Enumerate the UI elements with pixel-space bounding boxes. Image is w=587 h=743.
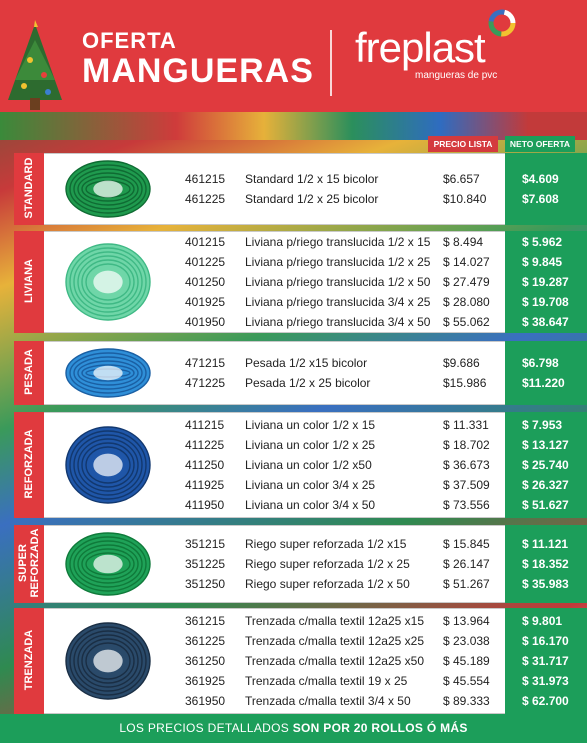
header-divider [330, 30, 332, 96]
list-price: $15.986 [443, 376, 487, 390]
offer-price: $ 19.287 [522, 275, 569, 289]
list-price: $ 13.964 [443, 614, 490, 628]
product-code: 461215 [185, 172, 226, 186]
hose-coil-image [62, 347, 154, 399]
product-description: Standard 1/2 x 15 bicolor [245, 172, 379, 186]
product-description: Liviana un color 1/2 x50 [245, 458, 372, 472]
hose-coil-image [62, 531, 154, 597]
offer-price: $ 5.962 [522, 235, 563, 249]
product-code: 461225 [185, 192, 226, 206]
offer-price: $ 38.647 [522, 315, 569, 329]
list-price: $10.840 [443, 192, 487, 206]
section-label: LIVIANA [23, 259, 35, 303]
product-code: 401215 [185, 235, 226, 249]
offer-price: $ 31.973 [522, 674, 569, 688]
list-price: $ 55.062 [443, 315, 490, 329]
offer-price: $ 31.717 [522, 654, 569, 668]
hose-coil-image [62, 621, 154, 701]
list-price: $6.657 [443, 172, 480, 186]
column-header-neto-oferta: NETO OFERTA [505, 136, 575, 152]
offer-price: $6.798 [522, 356, 559, 370]
product-description: Trenzada c/malla textil 12a25 x15 [245, 614, 424, 628]
product-code: 361925 [185, 674, 226, 688]
list-price: $ 14.027 [443, 255, 490, 269]
product-code: 361250 [185, 654, 226, 668]
product-description: Liviana p/riego translucida 3/4 x 25 [245, 295, 431, 309]
offer-price: $ 9.845 [522, 255, 563, 269]
list-price: $ 26.147 [443, 557, 490, 571]
list-price: $ 51.267 [443, 577, 490, 591]
product-description: Trenzada c/malla textil 3/4 x 50 [245, 694, 411, 708]
product-code: 401250 [185, 275, 226, 289]
offer-price: $ 18.352 [522, 557, 569, 571]
list-price: $ 73.556 [443, 498, 490, 512]
neto-column-bg [505, 153, 587, 225]
section-label: STANDARD [23, 157, 35, 219]
product-code: 361225 [185, 634, 226, 648]
product-code: 471225 [185, 376, 226, 390]
footer-note [0, 714, 587, 743]
list-price: $ 28.080 [443, 295, 490, 309]
column-header-precio-lista: PRECIO LISTA [428, 136, 498, 152]
section-label: REFORZADA [23, 429, 35, 499]
product-code: 401925 [185, 295, 226, 309]
offer-price: $ 51.627 [522, 498, 569, 512]
section-label-line2: REFORZADA [29, 528, 41, 598]
footer-note-part1: LOS PRECIOS DETALLADOS [119, 721, 293, 735]
product-description: Liviana p/riego translucida 1/2 x 25 [245, 255, 431, 269]
product-description: Liviana un color 1/2 x 15 [245, 418, 376, 432]
brand-logo: freplast [355, 24, 485, 71]
hose-coil-image [62, 159, 154, 219]
product-description: Pesada 1/2 x 25 bicolor [245, 376, 371, 390]
section-label-line1: SUPER [17, 544, 29, 582]
product-code: 411250 [185, 458, 225, 472]
offer-price: $ 19.708 [522, 295, 569, 309]
product-description: Liviana un color 3/4 x 50 [245, 498, 376, 512]
offer-price: $4.609 [522, 172, 559, 186]
list-price: $ 89.333 [443, 694, 490, 708]
list-price: $ 37.509 [443, 478, 490, 492]
list-price: $ 23.038 [443, 634, 490, 648]
brand-ring-icon [487, 8, 517, 38]
christmas-tree-icon [0, 20, 70, 112]
product-description: Liviana p/riego translucida 1/2 x 50 [245, 275, 431, 289]
product-code: 351215 [185, 537, 226, 551]
product-description: Trenzada c/malla textil 12a25 x25 [245, 634, 424, 648]
hose-coil-image [62, 242, 154, 322]
mangueras-title: MANGUERAS [82, 52, 314, 90]
product-description: Riego super reforzada 1/2 x 25 [245, 557, 410, 571]
product-description: Trenzada c/malla textil 12a25 x50 [245, 654, 424, 668]
section-label: TRENZADA [23, 629, 35, 691]
product-code: 411215 [185, 418, 225, 432]
list-price: $ 27.479 [443, 275, 490, 289]
list-price: $ 45.189 [443, 654, 490, 668]
product-code: 411950 [185, 498, 225, 512]
product-description: Trenzada c/malla textil 19 x 25 [245, 674, 408, 688]
offer-price: $ 9.801 [522, 614, 563, 628]
list-price: $ 15.845 [443, 537, 490, 551]
offer-price: $11.220 [522, 376, 565, 390]
product-code: 411225 [185, 438, 225, 452]
offer-price: $ 26.327 [522, 478, 569, 492]
offer-price: $ 35.983 [522, 577, 569, 591]
offer-price: $ 62.700 [522, 694, 569, 708]
product-code: 401225 [185, 255, 226, 269]
product-description: Liviana p/riego translucida 1/2 x 15 [245, 235, 431, 249]
list-price: $9.686 [443, 356, 480, 370]
list-price: $ 8.494 [443, 235, 484, 249]
product-code: 361215 [185, 614, 226, 628]
list-price: $ 45.554 [443, 674, 490, 688]
oferta-title: OFERTA [82, 28, 177, 53]
product-description: Riego super reforzada 1/2 x15 [245, 537, 407, 551]
product-description: Liviana p/riego translucida 3/4 x 50 [245, 315, 431, 329]
product-code: 361950 [185, 694, 226, 708]
list-price: $ 18.702 [443, 438, 490, 452]
offer-price: $7.608 [522, 192, 559, 206]
neto-column-bg [505, 341, 587, 405]
product-code: 471215 [185, 356, 226, 370]
brand-tagline: mangueras de pvc [415, 70, 498, 81]
product-description: Riego super reforzada 1/2 x 50 [245, 577, 410, 591]
offer-price: $ 11.121 [522, 537, 569, 551]
section-label: PESADA [23, 349, 35, 395]
product-description: Pesada 1/2 x15 bicolor [245, 356, 368, 370]
product-description: Liviana un color 3/4 x 25 [245, 478, 376, 492]
footer-note-part2: SON POR 20 ROLLOS Ó MÁS [292, 721, 468, 735]
product-description: Standard 1/2 x 25 bicolor [245, 192, 379, 206]
section-label [17, 525, 41, 601]
product-code: 351250 [185, 577, 226, 591]
hose-coil-image [62, 425, 154, 505]
offer-price: $ 25.740 [522, 458, 569, 472]
product-description: Liviana un color 1/2 x 25 [245, 438, 376, 452]
product-code: 411925 [185, 478, 225, 492]
offer-price: $ 16.170 [522, 634, 569, 648]
offer-price: $ 7.953 [522, 418, 563, 432]
list-price: $ 11.331 [443, 418, 489, 432]
product-code: 401950 [185, 315, 226, 329]
list-price: $ 36.673 [443, 458, 490, 472]
product-code: 351225 [185, 557, 226, 571]
offer-price: $ 13.127 [522, 438, 569, 452]
